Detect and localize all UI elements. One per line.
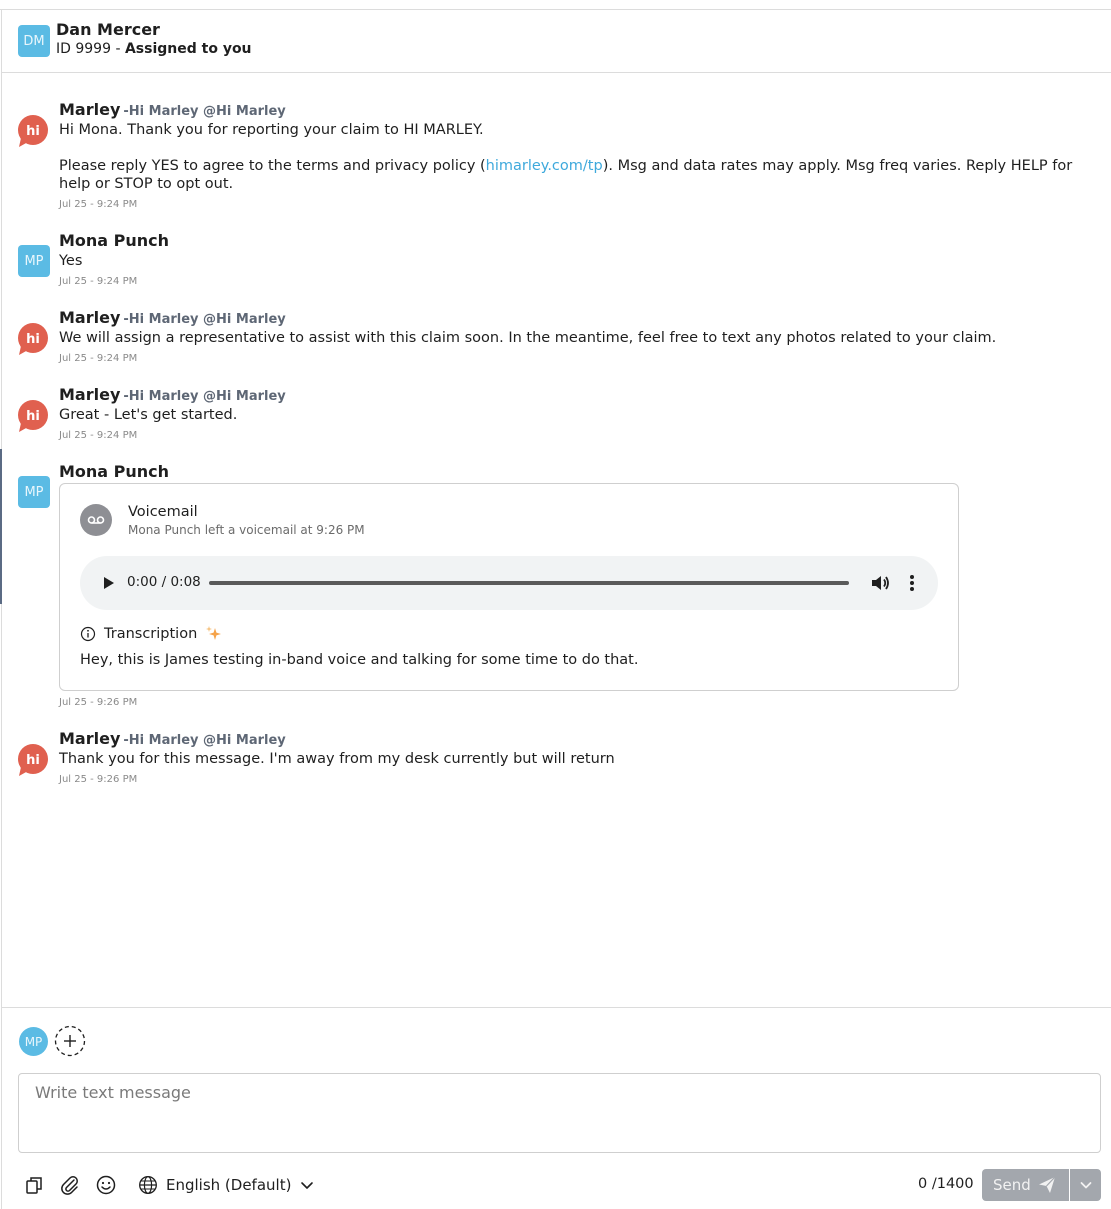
send-options-button[interactable]	[1070, 1169, 1101, 1201]
message-timestamp: Jul 25 - 9:24 PM	[59, 276, 138, 287]
composer-divider	[2, 1007, 1111, 1008]
message-sender: Mona Punch	[59, 231, 170, 250]
customer-avatar: MP	[18, 476, 50, 508]
audio-player	[80, 556, 938, 610]
volume-icon[interactable]	[869, 572, 891, 594]
message-item	[16, 308, 1096, 368]
svg-text:hi: hi	[26, 753, 40, 768]
message-body: Thank you for this message. I'm away from my desk currently but will return	[59, 751, 615, 767]
send-icon	[1038, 1176, 1056, 1194]
transcription-text: Hey, this is James testing in-band voice and talking for some time to do that.	[80, 652, 639, 668]
message-item	[16, 729, 1096, 789]
playback-progress[interactable]	[209, 581, 849, 585]
left-divider	[1, 10, 2, 1209]
svg-text:hi: hi	[26, 124, 40, 139]
message-sender: Marley -Hi Marley @Hi Marley	[59, 729, 286, 748]
message-body: We will assign a representative to assist with this claim soon. In the meantime, feel free to text any photos related to your claim.	[59, 330, 997, 346]
participant-avatar[interactable]: MP	[19, 1027, 48, 1056]
hi-marley-logo-icon	[16, 322, 50, 356]
send-label: Send	[993, 1176, 1031, 1194]
svg-text:hi: hi	[26, 332, 40, 347]
message-timestamp: Jul 25 - 9:24 PM	[59, 353, 138, 364]
message-sender: Marley -Hi Marley @Hi Marley	[59, 100, 286, 119]
hi-marley-logo-icon	[16, 114, 50, 148]
emoji-icon[interactable]	[95, 1174, 117, 1196]
more-options-icon[interactable]	[902, 572, 922, 594]
message-timestamp: Jul 25 - 9:26 PM	[59, 774, 138, 785]
sparkle-icon	[205, 625, 223, 643]
language-selector[interactable]	[138, 1174, 315, 1196]
chevron-down-icon	[299, 1177, 315, 1193]
playback-time: 0:00 / 0:08	[127, 574, 201, 590]
message-body: Great - Let's get started.	[59, 407, 238, 423]
message-item	[16, 100, 1096, 212]
message-item	[16, 385, 1096, 445]
claim-subtitle	[56, 41, 252, 57]
language-label: English (Default)	[166, 1176, 292, 1194]
message-timestamp: Jul 25 - 9:26 PM	[59, 697, 138, 708]
customer-name[interactable]: Dan Mercer	[56, 20, 160, 39]
voicemail-card	[59, 483, 959, 691]
conversation-header	[2, 10, 1111, 73]
message-input[interactable]	[18, 1073, 1101, 1153]
globe-icon	[138, 1175, 158, 1195]
message-item	[16, 231, 1096, 291]
chevron-down-icon	[1079, 1178, 1093, 1192]
message-sender: Marley -Hi Marley @Hi Marley	[59, 385, 286, 404]
message-body: Hi Mona. Thank you for reporting your claim to HI MARLEY. Please reply YES to agree to the terms and privacy policy (himarley.com/tp). Msg and data rates may apply. Msg freq varies. Reply HELP for help or STOP to opt out.	[59, 122, 1073, 192]
panel-resize-handle[interactable]	[0, 449, 2, 604]
voicemail-subtitle: Mona Punch left a voicemail at 9:26 PM	[128, 523, 365, 537]
message-timestamp: Jul 25 - 9:24 PM	[59, 199, 138, 210]
info-icon[interactable]	[80, 626, 96, 642]
customer-avatar: MP	[18, 245, 50, 277]
voicemail-title: Voicemail	[128, 504, 198, 520]
voicemail-icon	[80, 504, 112, 536]
send-button[interactable]	[982, 1169, 1069, 1201]
character-counter: 0 /1400	[918, 1176, 974, 1192]
assignment-status: Assigned to you	[124, 41, 252, 57]
terms-link[interactable]: himarley.com/tp	[485, 158, 603, 174]
message-sender: Marley -Hi Marley @Hi Marley	[59, 308, 286, 327]
hi-marley-logo-icon	[16, 743, 50, 777]
hi-marley-logo-icon	[16, 399, 50, 433]
customer-avatar: DM	[18, 25, 50, 57]
play-icon[interactable]	[98, 573, 118, 593]
add-participant-icon[interactable]	[54, 1025, 86, 1057]
copy-icon[interactable]	[23, 1174, 45, 1196]
message-body: Yes	[59, 253, 83, 269]
message-sender: Mona Punch	[59, 462, 170, 481]
message-timestamp: Jul 25 - 9:24 PM	[59, 430, 138, 441]
attachment-icon[interactable]	[59, 1174, 81, 1196]
claim-id: ID 9999 -	[56, 41, 121, 57]
transcription-label: Transcription	[104, 626, 198, 642]
svg-text:hi: hi	[26, 409, 40, 424]
